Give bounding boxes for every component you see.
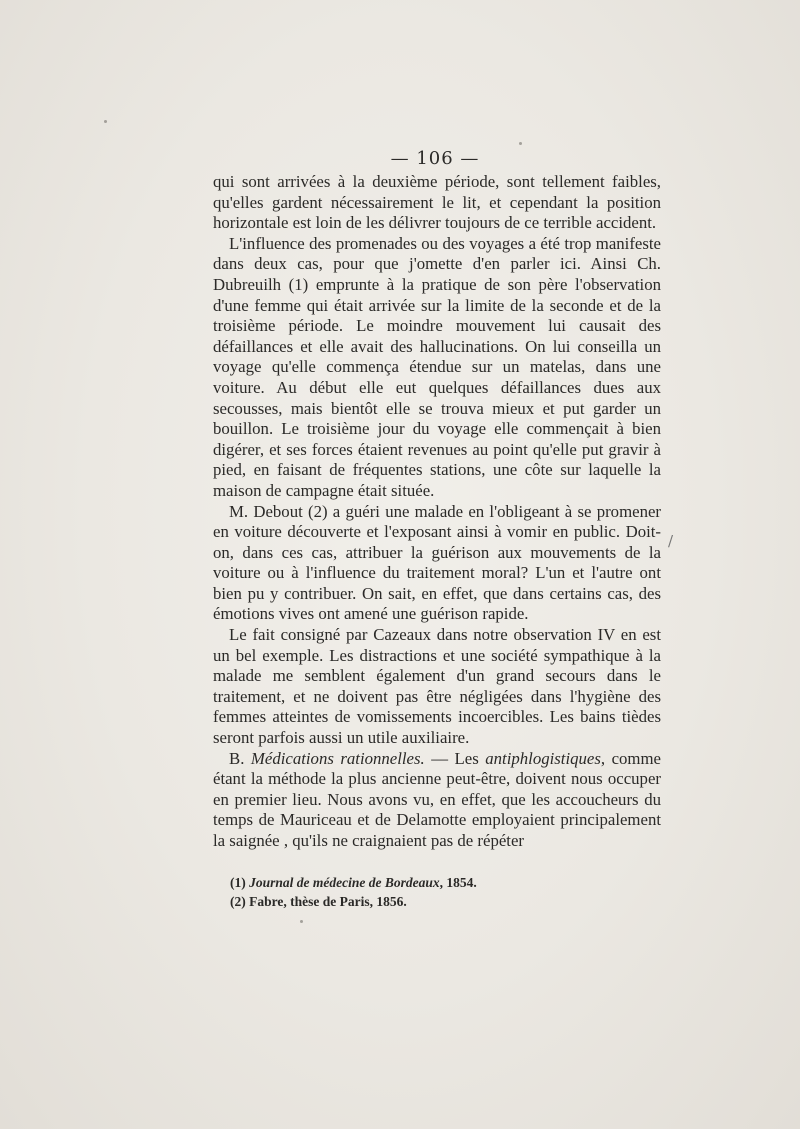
body-text: [213, 172, 661, 852]
footnote-2: (2) Fabre, thèse de Paris, 1856.: [230, 894, 407, 909]
footnote-1: [230, 873, 650, 892]
margin-mark: /: [668, 532, 674, 550]
paragraph-5-text: , comme étant la méthode la plus ancienne peut-être, doivent nous occuper en premier lieu. Nous avons vu, en effet, que les accoucheurs du temps de Mauriceau et de Delamotte employaient principalement la saignée , qu'ils ne craignaient pas de répéter: [213, 748, 661, 850]
paper-speck: [104, 120, 107, 123]
paragraph-4: Le fait consigné par Cazeaux dans notre observation IV en est un bel exemple. Les distractions et une société sympathique à la malade me semblent également d'un grand secours dans le traitement, et ne doivent pas être négligées dans l'hygiène des femmes atteintes de vomissements incoercibles. Les bains tièdes seront parfois aussi un utile auxiliaire.: [213, 625, 661, 748]
footnotes: [230, 873, 650, 911]
section-letter: B.: [229, 748, 251, 768]
paragraph-5-connector: — Les: [424, 748, 486, 768]
paragraph-2: L'influence des promenades ou des voyages a été trop manifeste dans deux cas, pour que j'omette d'en parler ici. Ainsi Ch. Dubreuilh (1) emprunte à la pratique de son père l'observation d'une femme qui était arrivée sur la limite de la seconde et de la troisième période. Le moindre mouvement lui causait des défaillances et elle avait des hallucinations. On lui conseilla un voyage qu'elle commença étendue sur un matelas, dans une voiture. Au début elle eut quelques défaillances dues aux secousses, mais bientôt elle se trouva mieux et put garder un bouillon. Le troisième jour du voyage elle commençait à bien digérer, et ses forces étaient revenues au point qu'elle put gravir à pied, en faisant de fréquentes stations, une côte sur laquelle la maison de campagne était située.: [213, 233, 661, 500]
paper-speck: [519, 142, 522, 145]
footnote-1-marker: (1): [230, 875, 250, 890]
page-number: — 106 —: [390, 148, 480, 169]
paragraph-5: [213, 749, 661, 852]
paragraph-1: qui sont arrivées à la deuxième période, sont tellement faibles, qu'elles gardent nécessairement le lit, et cependant la position horizontale est loin de les délivrer toujours de ce terrible accident.: [213, 172, 661, 233]
footnote-1-title: Journal de médecine de Bordeaux: [249, 875, 440, 890]
italic-term: antiphlogistiques: [485, 748, 601, 768]
section-heading: Médications rationnelles.: [250, 748, 425, 768]
paper-speck: [300, 920, 303, 923]
paragraph-3: M. Debout (2) a guéri une malade en l'obligeant à se promener en voiture découverte et l'exposant ainsi à vomir en public. Doit-on, dans ces cas, attribuer la guérison aux mouvements de la voiture ou à l'influence du traitement moral? L'un et l'autre ont bien pu y contribuer. On sait, en effet, que dans certains cas, des émotions vives ont amené une guérison rapide.: [213, 501, 661, 624]
footnote-1-rest: , 1854.: [439, 875, 477, 890]
